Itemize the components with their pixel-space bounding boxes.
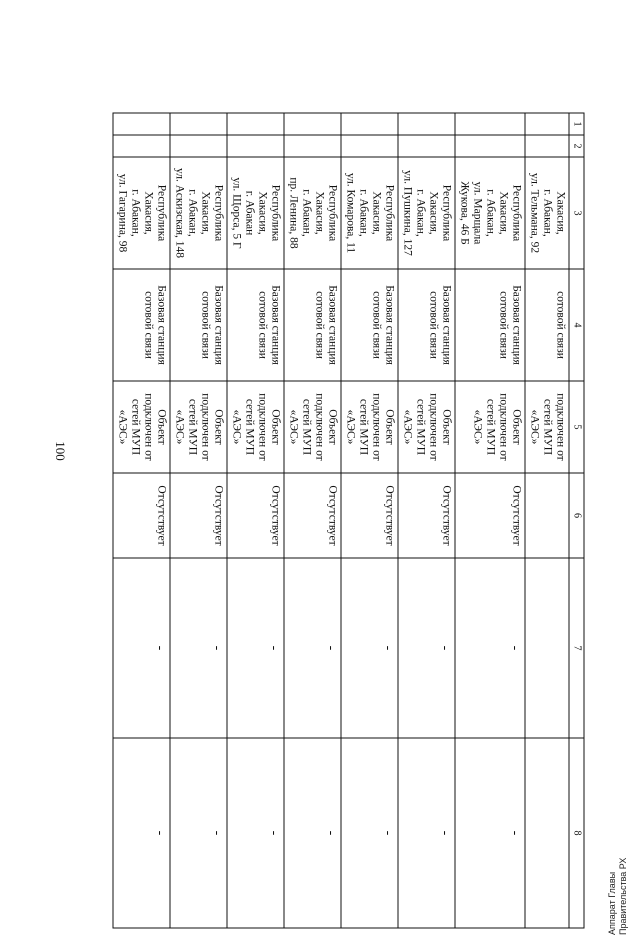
table-cell-c1 <box>113 113 170 135</box>
table-cell-c6: Отсутствует <box>170 473 227 558</box>
header-cell: 1 <box>569 113 584 135</box>
table-cell-c4: сотовой связи <box>525 269 569 381</box>
table-row <box>170 113 227 928</box>
table-cell-c1 <box>170 113 227 135</box>
table-row <box>113 113 170 928</box>
table-cell-c1 <box>455 113 525 135</box>
table-cell-c2 <box>170 135 227 157</box>
table-cell-c8: - <box>341 738 398 928</box>
table-cell-c5: Объект подключен от сетей МУП «АЭС» <box>227 381 284 473</box>
table-cell-c3: Республика Хакасия, г. Абакан, ул. Комарова, 11 <box>341 157 398 269</box>
table-cell-c2 <box>227 135 284 157</box>
table-cell-c2 <box>341 135 398 157</box>
table-cell-c1 <box>284 113 341 135</box>
table-cell-c6: Отсутствует <box>455 473 525 558</box>
table-cell-c7: - <box>227 558 284 738</box>
table-cell-c3: Республика Хакасия, г. Абакан, ул. Гагарина, 98 <box>113 157 170 269</box>
table-cell-c4: Базовая станция сотовой связи <box>341 269 398 381</box>
table-cell-c5: Объект подключен от сетей МУП «АЭС» <box>398 381 455 473</box>
table-cell-c5: Объект подключен от сетей МУП «АЭС» <box>170 381 227 473</box>
archive-stamp <box>607 815 637 935</box>
table-cell-c6: Отсутствует <box>227 473 284 558</box>
table-row <box>284 113 341 928</box>
table-cell-c3: Республика Хакасия, г. Абакан, ул. Марщала Жукова, 46 Б <box>455 157 525 269</box>
header-cell: 8 <box>569 738 584 928</box>
table-cell-c7: - <box>398 558 455 738</box>
stamp-line: Правительства РХ <box>618 857 628 935</box>
table-cell-c5: подключен от сетей МУП «АЭС» <box>525 381 569 473</box>
table-row <box>227 113 284 928</box>
table-cell-c4: Базовая станция сотовой связи <box>284 269 341 381</box>
table-cell-c1 <box>341 113 398 135</box>
table-row <box>455 113 525 928</box>
table-cell-c2 <box>455 135 525 157</box>
table-cell-c5: Объект подключен от сетей МУП «АЭС» <box>455 381 525 473</box>
table-cell-c7: - <box>170 558 227 738</box>
table-cell-c7 <box>525 558 569 738</box>
table-cell-c1 <box>398 113 455 135</box>
table-cell-c8: - <box>113 738 170 928</box>
table-cell-c3: Хакасия, г. Абакан, ул. Тельмана, 92 <box>525 157 569 269</box>
table-cell-c8: - <box>455 738 525 928</box>
header-cell: 3 <box>569 157 584 269</box>
table-cell-c3: Республика Хакасия, г. Абакан, ул. Аскизская, 148 <box>170 157 227 269</box>
page-number: 100 <box>53 441 68 461</box>
header-row <box>569 113 584 928</box>
table-row <box>398 113 455 928</box>
table-cell-c3: Республика Хакасия, г. Абакан, ул. Пушкина, 127 <box>398 157 455 269</box>
table-row <box>525 113 569 928</box>
table-cell-c7: - <box>113 558 170 738</box>
table-cell-c2 <box>284 135 341 157</box>
header-cell: 5 <box>569 381 584 473</box>
table-cell-c3: Республика Хакасия, г. Абакан ул. Щорса, 5 Г <box>227 157 284 269</box>
table-cell-c7: - <box>341 558 398 738</box>
table-cell-c6: Отсутствует <box>113 473 170 558</box>
table-cell-c2 <box>398 135 455 157</box>
table-cell-c4: Базовая станция сотовой связи <box>227 269 284 381</box>
table-cell-c4: Базовая станция сотовой связи <box>113 269 170 381</box>
table-cell-c8: - <box>227 738 284 928</box>
table-cell-c6: Отсутствует <box>284 473 341 558</box>
table-cell-c7: - <box>284 558 341 738</box>
table-cell-c5: Объект подключен от сетей МУП «АЭС» <box>341 381 398 473</box>
table-cell-c5: Объект подключен от сетей МУП «АЭС» <box>113 381 170 473</box>
header-cell: 7 <box>569 558 584 738</box>
header-cell: 2 <box>569 135 584 157</box>
table-row <box>341 113 398 928</box>
table-cell-c7: - <box>455 558 525 738</box>
table-cell-c4: Базовая станция сотовой связи <box>398 269 455 381</box>
table-cell-c1 <box>525 113 569 135</box>
table-cell-c4: Базовая станция сотовой связи <box>170 269 227 381</box>
header-cell: 4 <box>569 269 584 381</box>
header-cell: 6 <box>569 473 584 558</box>
table-cell-c8: - <box>284 738 341 928</box>
objects-table <box>113 113 585 929</box>
table-cell-c6: Отсутствует <box>398 473 455 558</box>
table-cell-c6 <box>525 473 569 558</box>
objects-table-wrapper <box>115 113 585 928</box>
table-cell-c3: Республика Хакасия, г. Абакан, пр. Ленина, 88 <box>284 157 341 269</box>
table-cell-c8: - <box>398 738 455 928</box>
table-cell-c4: Базовая станция сотовой связи <box>455 269 525 381</box>
table-cell-c6: Отсутствует <box>341 473 398 558</box>
table-cell-c2 <box>525 135 569 157</box>
table-cell-c2 <box>113 135 170 157</box>
stamp-line: Аппарат Главы <box>607 871 617 935</box>
table-cell-c8 <box>525 738 569 928</box>
table-cell-c8: - <box>170 738 227 928</box>
table-cell-c5: Объект подключен от сетей МУП «АЭС» <box>284 381 341 473</box>
table-body <box>113 113 569 928</box>
table-cell-c1 <box>227 113 284 135</box>
